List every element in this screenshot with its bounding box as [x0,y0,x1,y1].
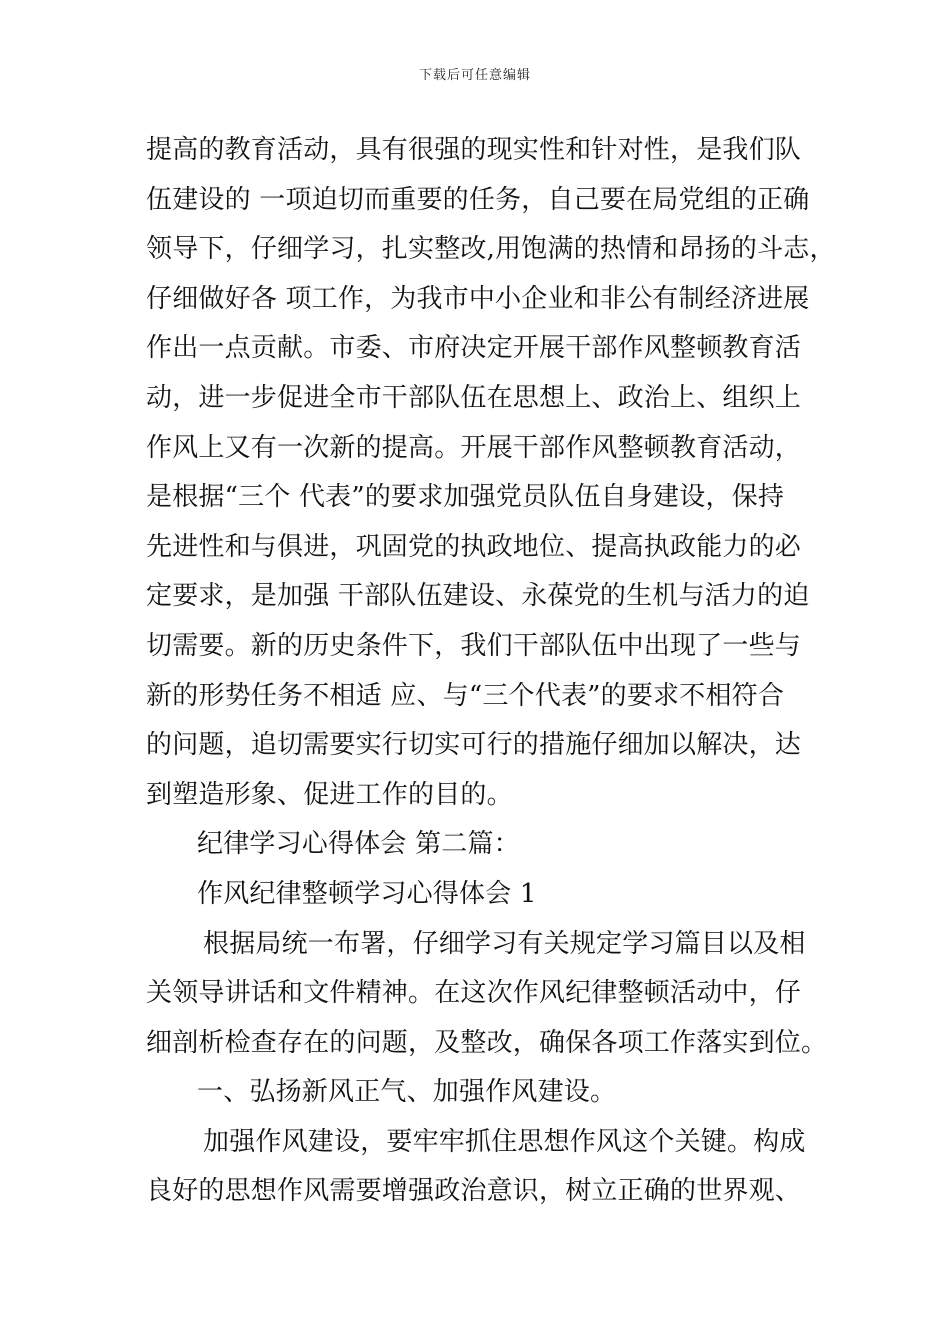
paragraph-line: 加强作风建设，要牢牢抓住思想作风这个关键。构成 [203,1126,806,1157]
paragraph-line: 定要求，是加强 干部队伍建设、永葆党的生机与活力的迫 [146,581,810,612]
document-body [146,126,836,1217]
subsection-heading: 一、弘扬新风正气、加强作风建设。 [197,1077,617,1108]
header-note: 下载后可任意编辑 [418,68,531,83]
paragraph-line: 动，进一步促进全市干部队伍在思想上、政治上、组织上 [146,382,802,413]
paragraph-line: 关领导讲话和文件精神。在这次作风纪律整顿活动中，仔 [146,978,802,1009]
section-heading: 纪律学习心得体会 第二篇： [197,829,520,860]
paragraph-line: 良好的思想作风需要增强政治意识，树立正确的世界观、 [146,1176,802,1207]
paragraph-line: 新的形势任务不相适 应、与“三个代表”的要求不相符合 [146,680,785,711]
paragraph-line: 到塑造形象、促进工作的目的。 [146,779,513,810]
paragraph-line: 切需要。新的历史条件下，我们干部队伍中出现了一些与 [146,630,802,661]
paragraph-line: 的问题，追切需要实行切实可行的措施仔细加以解决，达 [146,730,802,761]
paragraph-line: 根据局统一布署，仔细学习有关规定学习篇目以及相 [203,928,806,959]
paragraph-line: 伍建设的 一项迫切而重要的任务，自己要在局党组的正确 [146,184,810,215]
paragraph-line: 仔细做好各 项工作，为我市中小企业和非公有制经济进展 [146,283,810,314]
paragraph-line: 细剖析检查存在的问题，及整改，确保各项工作落实到位。 [146,1027,828,1058]
paragraph-line: 领导下，仔细学习，扎实整改,用饱满的热情和昂扬的斗志， [146,234,836,265]
paragraph-line: 先进性和与俱进，巩固党的执政地位、提高执政能力的必 [146,531,802,562]
article-title: 作风纪律整顿学习心得体会 1 [197,878,537,909]
paragraph-line: 作风上又有一次新的提高。开展干部作风整顿教育活动， [146,432,802,463]
paragraph-line: 作出一点贡献。市委、市府决定开展干部作风整顿教育活 [146,333,802,364]
paragraph-line: 提高的教育活动，具有很强的现实性和针对性，是我们队 [146,135,802,165]
paragraph-line: 是根据“三个 代表”的要求加强党员队伍自身建设，保持 [146,482,785,513]
